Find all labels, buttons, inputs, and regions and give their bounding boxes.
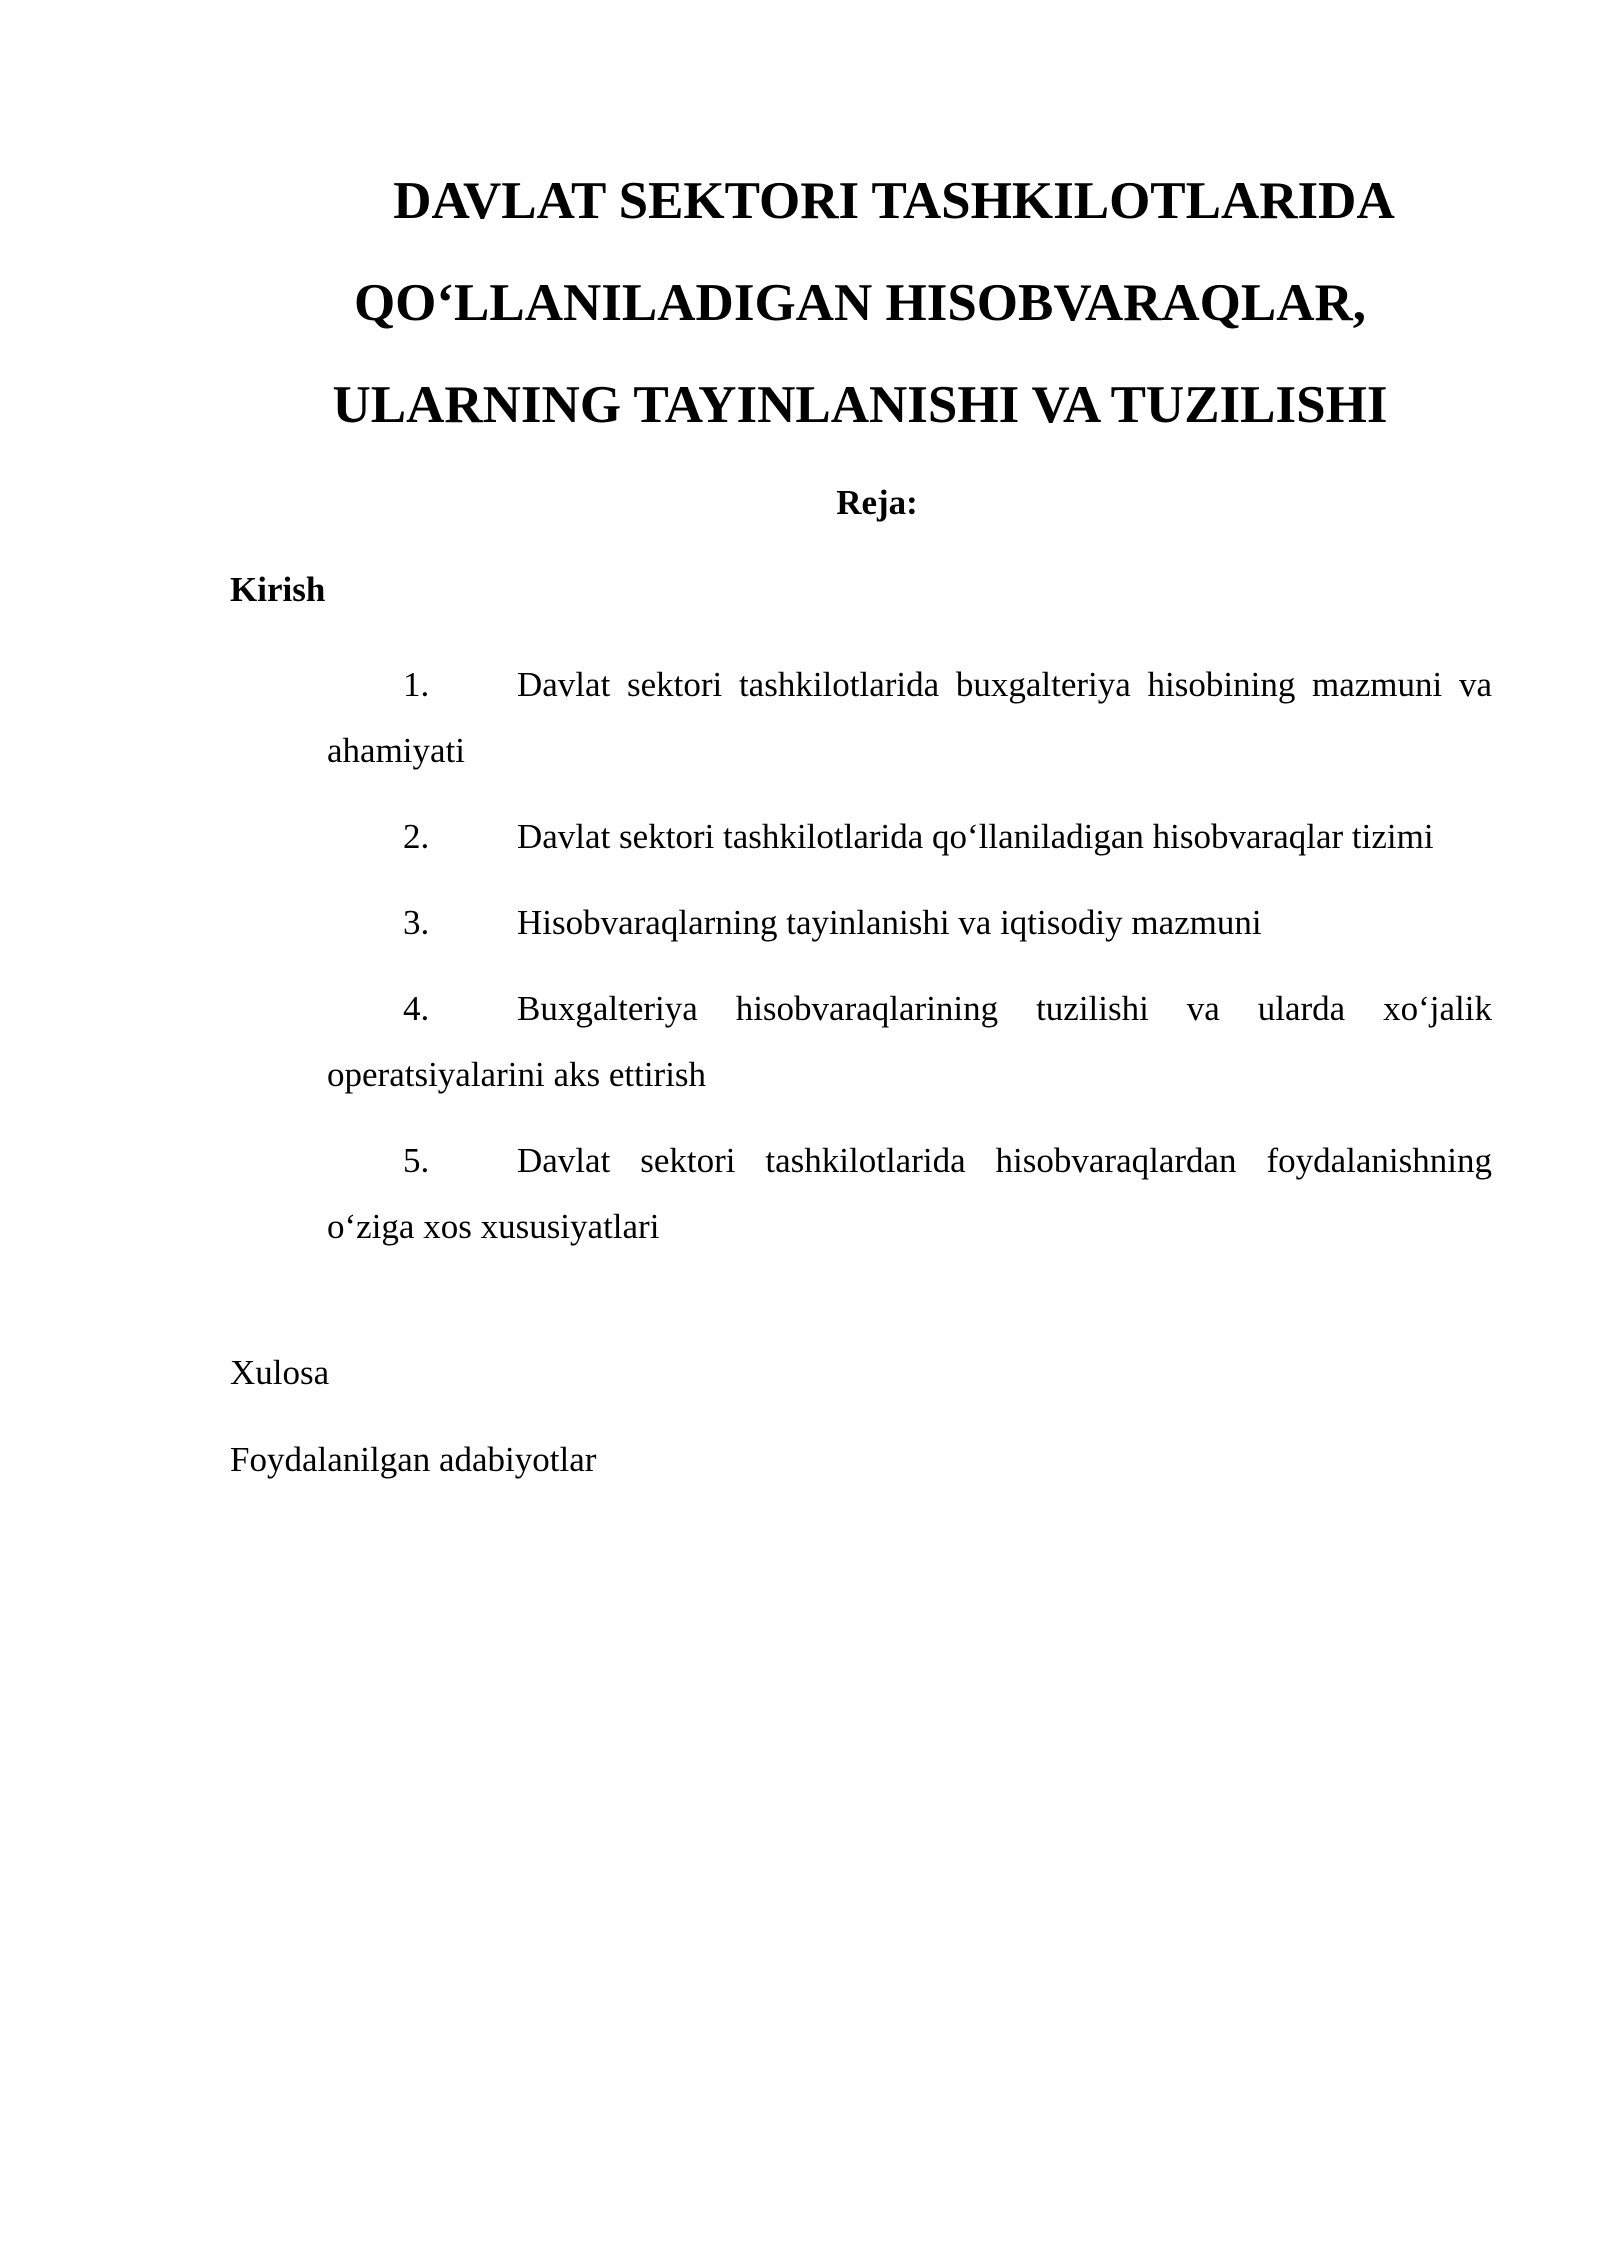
plan-item-4 bbox=[327, 976, 1492, 1108]
plan-item-5 bbox=[327, 1128, 1492, 1260]
plan-item-number: 3. bbox=[403, 903, 430, 942]
plan-item-text: Davlat sektori tashkilotlarida buxgalteriya hisobining mazmuni va ahamiyati bbox=[327, 665, 1492, 770]
plan-item-text: Hisobvaraqlarning tayinlanishi va iqtisodiy mazmuni bbox=[517, 903, 1262, 942]
plan-item-text: Davlat sektori tashkilotlarida qo‘llaniladigan hisobvaraqlar tizimi bbox=[517, 817, 1434, 856]
document-title bbox=[230, 150, 1490, 456]
plan-item-text: Buxgalteriya hisobvaraqlarining tuzilishi va ularda xo‘jalik operatsiyalarini aks ettirish bbox=[327, 989, 1492, 1094]
plan-item-1 bbox=[327, 652, 1492, 784]
plan-list bbox=[327, 652, 1492, 1280]
plan-item-number: 5. bbox=[403, 1141, 430, 1180]
plan-item-number: 1. bbox=[403, 665, 430, 704]
plan-item-text: Davlat sektori tashkilotlarida hisobvaraqlardan foydalanishning o‘ziga xos xususiyatlari bbox=[327, 1141, 1492, 1246]
intro-label: Kirish bbox=[230, 570, 326, 609]
references-label: Foydalanilgan adabiyotlar bbox=[230, 1440, 597, 1479]
title-line-1: DAVLAT SEKTORI TASHKILOTLARIDA bbox=[393, 172, 1395, 230]
conclusion-label: Xulosa bbox=[230, 1353, 330, 1392]
plan-item-number: 4. bbox=[403, 989, 430, 1028]
title-line-3: ULARNING TAYINLANISHI VA TUZILISHI bbox=[332, 376, 1388, 434]
plan-heading: Reja: bbox=[836, 483, 918, 522]
title-line-2: QO‘LLANILADIGAN HISOBVARAQLAR, bbox=[353, 274, 1367, 332]
plan-item-2 bbox=[327, 804, 1492, 870]
plan-item-3 bbox=[327, 890, 1492, 956]
plan-item-number: 2. bbox=[403, 817, 430, 856]
